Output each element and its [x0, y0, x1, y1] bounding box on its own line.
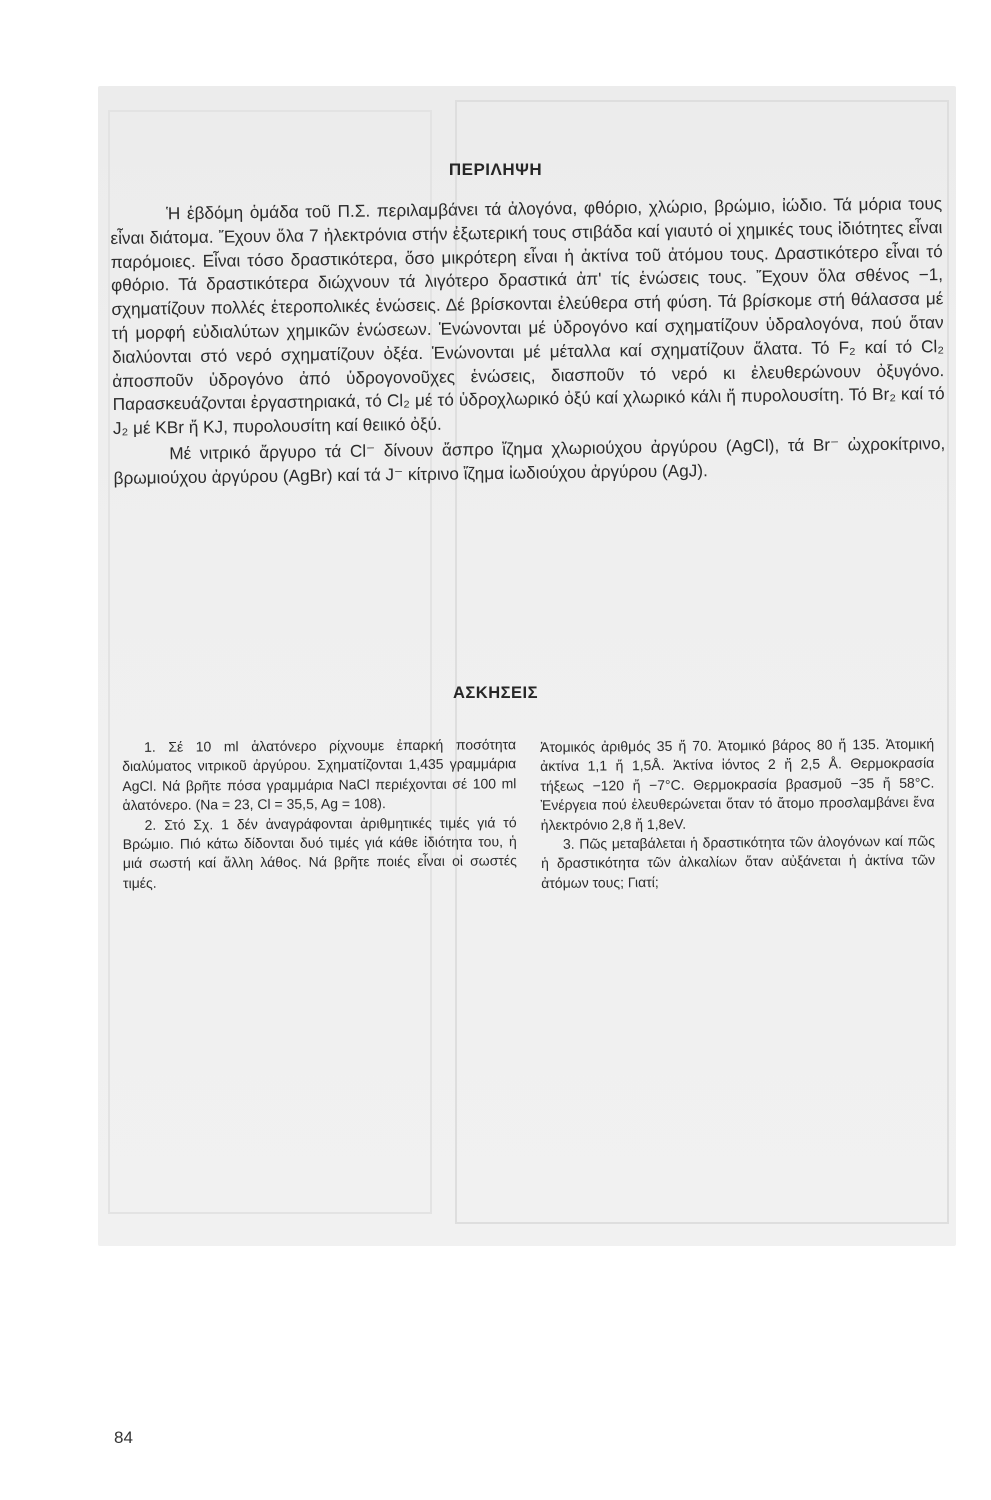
summary-body — [110, 192, 946, 490]
summary-title: ΠΕΡΙΛΗΨΗ — [448, 160, 543, 179]
exercises-right-column — [540, 735, 935, 894]
exercise-item: 3. Πῶς μεταβάλεται ἡ δραστικότητα τῶν ἀλογόνων καί πῶς ἡ δραστικότητα τῶν ἀλκαλίων ὅταν αὐξάνεται ἡ ἀκτίνα τῶν ἀτόμων τους; Γιατί; — [541, 832, 936, 891]
summary-paragraph: Μέ νιτρικό ἄργυρο τά Cl⁻ δίνουν ἄσπρο ἴζημα χλωριούχου ἀργύρου (AgCl), τά Br⁻ ὠχροκίτρινο, βρωμιούχου ἀργύρου (AgBr) καί τά J⁻ κίτρινο ἴζημα ἰωδιούχου ἀργύρου (AgJ). — [113, 433, 946, 488]
exercise-item: 2. Στό Σχ. 1 δέν ἀναγράφονται ἀριθμητικές τιμές γιά τό Βρώμιο. Πιό κάτω δίδονται δυό τιμές γιά κάθε ἰδιότητα του, ἡ μιά σωστή καί ἄλλη λάθος. Νά βρῆτε ποιές εἶναι οἱ σωστές τιμές. — [122, 813, 517, 891]
exercise-continuation: Ἀτομικός ἀριθμός 35 ἤ 70. Ἀτομικό βάρος 80 ἤ 135. Ἀτομική ἀκτίνα 1,1 ἤ 1,5Å. Ἀκτίνα ἰόντος 2 ἤ 2,5 Å. Θερμοκρασία τήξεως −120 ἤ −7°C. Θερμοκρασία βρασμοῦ −35 ἤ 58°C. Ἐνέργεια πού ἐλευθερώνεται ὅταν τό ἄτομο προσλαμβάνει ἕνα ἠλεκτρόνιο 2,8 ἤ 1,8eV. — [540, 735, 935, 833]
page-number: 84 — [114, 1428, 133, 1447]
exercises-title: ΑΣΚΗΣΕΙΣ — [452, 684, 539, 702]
summary-paragraph: Ἡ ἑβδόμη ὁμάδα τοῦ Π.Σ. περιλαμβάνει τά ἀλογόνα, φθόριο, χλώριο, βρώμιο, ἰώδιο. Τά μόρια τους εἶναι διάτομα. Ἔχουν ὅλα 7 ἠλεκτρόνια στήν ἐξωτερική τους στιβάδα καί γιαυτό οἱ χημικές τους ἰδιότητες εἶναι παρόμοιες. Εἶναι τόσο δραστικότερα, ὅσο μικρότερη εἶναι ἡ ἀκτίνα τοῦ ἀτόμου τους. Δραστικότερο εἶναι τό φθόριο. Τά δραστικότερα διώχνουν τά λιγότερο δραστικά ἀπ' τίς ἑνώσεις τους. Ἔχουν ὅλα σθένος −1, σχηματίζουν πολλές ἑτεροπολικές ἑνώσεις. Δέ βρίσκονται ἐλεύθερα στή φύση. Τά βρίσκομε στή θάλασσα μέ τή μορφή εὐδιαλύτων χημικῶν ἑνώσεων. Ἑνώνονται μέ ὑδρογόνο καί σχηματίζουν ὑδραλογόνα, πού ὅταν διαλύονται στό νερό σχηματίζουν ὀξέα. Ἑνώνονται μέ μέταλλα καί σχηματίζουν ἅλατα. Τό F₂ καί τό Cl₂ ἀποσποῦν ὑδρογόνο ἀπό ὑδρογονοῦχες ἑνώσεις, διασποῦν τό νερό κι ἐλευθερώνουν ὀξυγόνο. Παρασκευάζονται ἐργαστηριακά, τό Cl₂ μέ τό ὑδροχλωρικό ὀξύ καί χλωρικό κάλι ἤ πυρολουσίτη. Τό Br₂ καί τό J₂ μέ KBr ἤ KJ, πυρολουσίτη καί θειικό ὀξύ. — [110, 193, 945, 439]
exercise-item: 1. Σέ 10 ml ἁλατόνερο ρίχνουμε ἐπαρκή ποσότητα διαλύματος νιτρικοῦ ἀργύρου. Σχηματίζονται 1,435 γραμμάρια AgCl. Νά βρῆτε πόσα γραμμάρια NaCl περιέχονται σέ 100 ml ἁλατόνερο. (Na = 23, Cl = 35,5, Ag = 108). — [122, 736, 517, 814]
exercises-left-column — [122, 735, 517, 893]
